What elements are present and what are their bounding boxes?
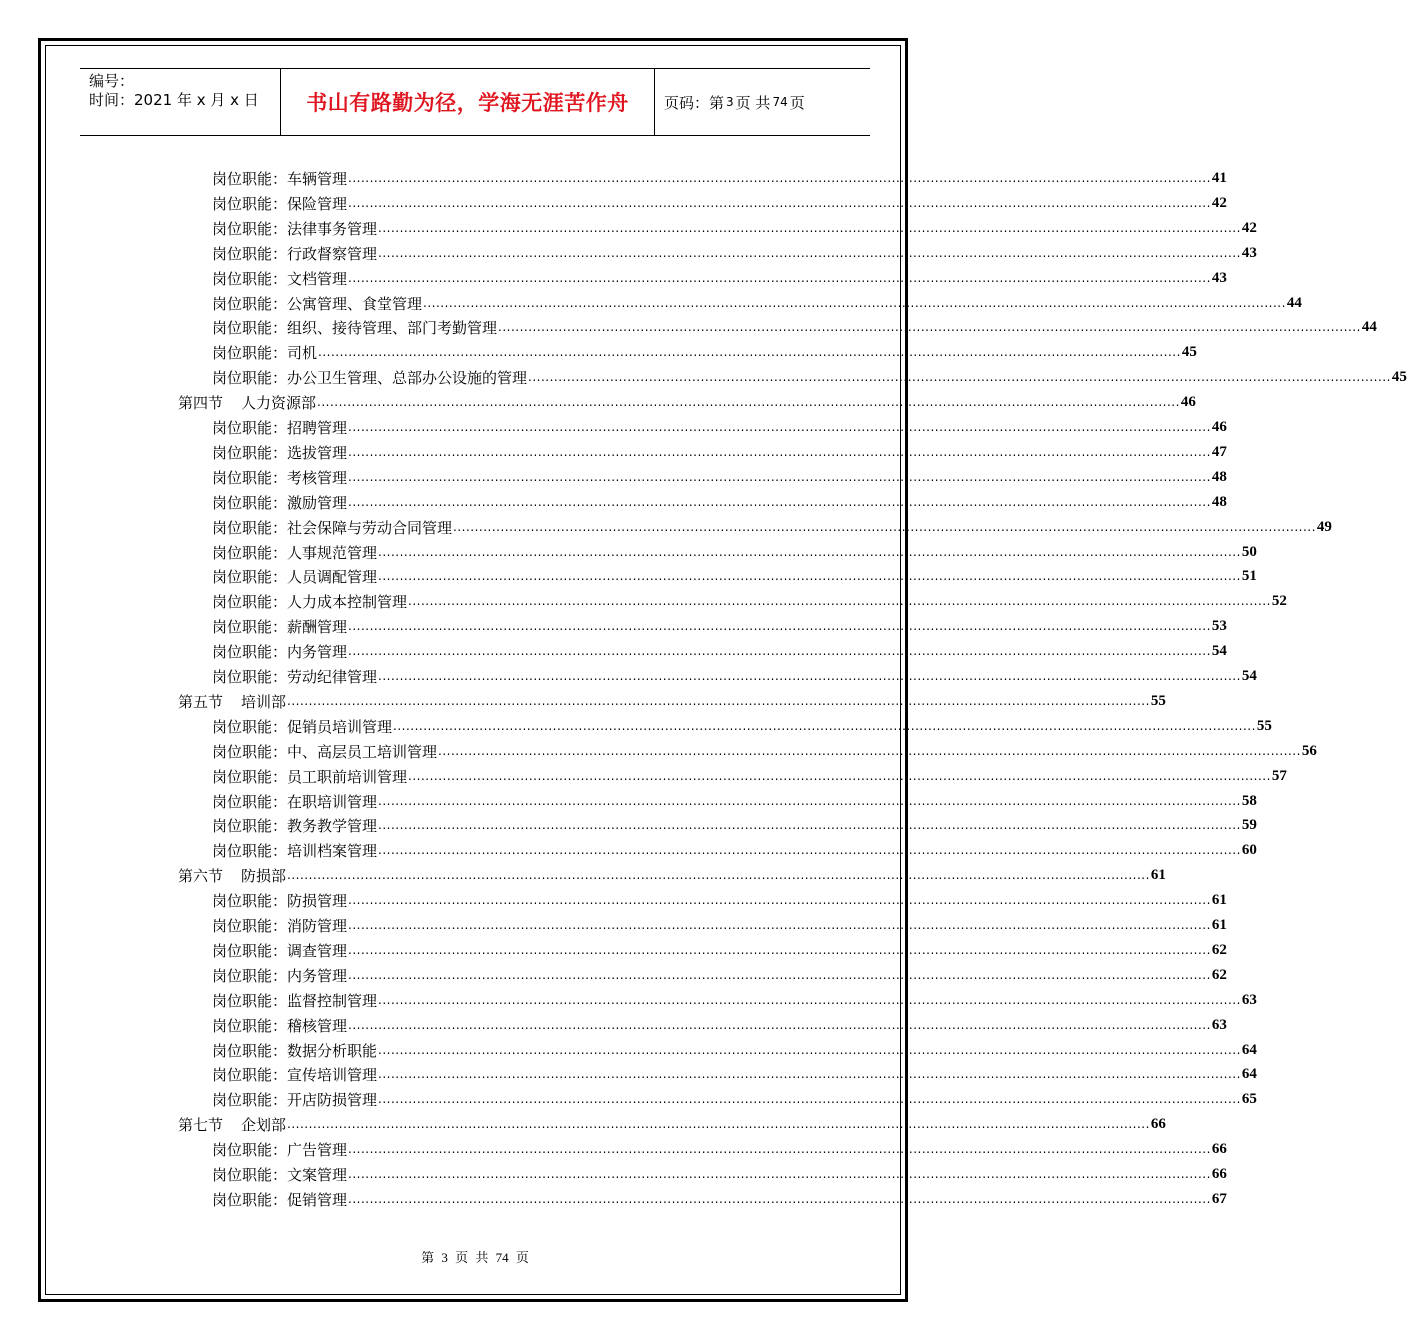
toc-leader-dots: ........................................................................................................................................................................................................ xyxy=(317,395,1180,410)
toc-entry-label: 岗位职能：文案管理 xyxy=(212,1166,348,1184)
header-motto: 书山有路勤为径，学海无涯苦作舟 xyxy=(281,69,655,135)
toc-leader-dots: ........................................................................................................................................................................................................ xyxy=(378,669,1241,683)
toc-leader-dots: ........................................................................................................................................................................................................ xyxy=(348,1167,1211,1181)
toc-entry-label: 岗位职能：中、高层员工培训管理 xyxy=(212,742,438,761)
toc-entry-label: 岗位职能：广告管理 xyxy=(212,1141,348,1160)
toc-entry-row[interactable] xyxy=(212,988,1257,1013)
toc-page-number: 59 xyxy=(1241,817,1257,834)
toc-entry-label: 岗位职能：社会保障与劳动合同管理 xyxy=(212,518,453,537)
toc-leader-dots: ........................................................................................................................................................................................................ xyxy=(318,345,1181,360)
toc-page-number: 61 xyxy=(1211,917,1227,933)
toc-entry-row[interactable] xyxy=(212,1062,1257,1087)
toc-leader-dots: ........................................................................................................................................................................................................ xyxy=(393,718,1256,733)
toc-page-number: 66 xyxy=(1211,1166,1227,1182)
toc-leader-dots: ........................................................................................................................................................................................................ xyxy=(438,743,1301,758)
toc-entry-label: 岗位职能：法律事务管理 xyxy=(212,219,378,238)
number-label: 编号： xyxy=(89,72,135,90)
toc-entry-label: 岗位职能：教务教学管理 xyxy=(212,817,378,836)
toc-leader-dots: ........................................................................................................................................................................................................ xyxy=(348,967,1211,982)
toc-entry-row[interactable] xyxy=(212,216,1257,241)
toc-entry-label: 岗位职能：内务管理 xyxy=(212,643,348,662)
toc-page-number: 44 xyxy=(1361,319,1377,336)
toc-entry-label xyxy=(178,392,316,413)
toc-entry-label: 岗位职能：人力成本控制管理 xyxy=(212,593,408,612)
toc-entry-label: 岗位职能：调查管理 xyxy=(212,941,348,960)
toc-page-number: 51 xyxy=(1241,568,1257,585)
toc-leader-dots: ........................................................................................................................................................................................................ xyxy=(378,544,1241,559)
toc-entry-label: 岗位职能：司机 xyxy=(212,344,318,363)
toc-entry-row[interactable] xyxy=(212,1137,1227,1162)
page-header xyxy=(80,68,870,136)
toc-page-number: 63 xyxy=(1241,991,1257,1008)
toc-leader-dots: ........................................................................................................................................................................................................ xyxy=(348,1017,1211,1032)
toc-leader-dots: ........................................................................................................................................................................................................ xyxy=(453,519,1316,534)
toc-leader-dots: ........................................................................................................................................................................................................ xyxy=(348,644,1211,659)
toc-entry-row[interactable] xyxy=(212,365,1407,390)
toc-entry-label: 岗位职能：薪酬管理 xyxy=(212,618,348,637)
toc-entry-label: 岗位职能：招聘管理 xyxy=(212,419,348,437)
toc-section-title: 培训部 xyxy=(241,692,287,711)
toc-leader-dots: ........................................................................................................................................................................................................ xyxy=(348,444,1211,459)
toc-leader-dots: ........................................................................................................................................................................................................ xyxy=(348,195,1211,210)
toc-page-number: 54 xyxy=(1241,668,1257,684)
toc-entry-row[interactable] xyxy=(212,166,1227,191)
toc-entry-label: 岗位职能：车辆管理 xyxy=(212,170,348,188)
toc-leader-dots: ........................................................................................................................................................................................................ xyxy=(348,270,1211,285)
toc-entry-label: 岗位职能：激励管理 xyxy=(212,493,348,512)
toc-entry-row[interactable] xyxy=(212,241,1257,266)
toc-entry-label: 岗位职能：促销管理 xyxy=(212,1190,348,1209)
toc-leader-dots: ........................................................................................................................................................................................................ xyxy=(408,594,1271,609)
toc-entry-row[interactable] xyxy=(212,789,1257,814)
toc-page-number: 52 xyxy=(1271,593,1287,610)
toc-page-number: 45 xyxy=(1181,344,1197,361)
page-mid: 页 共 xyxy=(735,93,771,112)
toc-leader-dots: ........................................................................................................................................................................................................ xyxy=(498,320,1361,335)
toc-page-number: 65 xyxy=(1241,1091,1257,1108)
toc-entry-row[interactable] xyxy=(212,888,1227,913)
toc-section-row[interactable] xyxy=(178,689,1166,714)
toc-entry-label: 岗位职能：培训档案管理 xyxy=(212,842,378,861)
page-prefix: 页码：第 xyxy=(664,93,725,112)
toc-entry-label: 岗位职能：人员调配管理 xyxy=(212,568,378,587)
page-footer: 第 3 页 共 74 页 xyxy=(421,1250,529,1265)
toc-entry-row[interactable] xyxy=(212,415,1227,440)
header-meta xyxy=(80,69,281,135)
toc-entry-label xyxy=(178,865,286,886)
toc-page-number: 67 xyxy=(1211,1190,1227,1207)
toc-entry-row[interactable] xyxy=(212,191,1227,216)
toc-entry-row[interactable] xyxy=(212,465,1227,490)
toc-entry-label: 岗位职能：促销员培训管理 xyxy=(212,717,393,736)
toc-page-number: 57 xyxy=(1271,767,1287,784)
toc-entry-row[interactable] xyxy=(212,266,1227,291)
header-page-info xyxy=(654,69,870,135)
toc-page-number: 61 xyxy=(1150,867,1166,884)
toc-section-title: 企划部 xyxy=(241,1116,287,1135)
toc-page-number: 42 xyxy=(1241,219,1257,236)
toc-page-number: 54 xyxy=(1211,643,1227,660)
toc-page-number: 55 xyxy=(1150,692,1166,709)
toc-entry-row[interactable] xyxy=(212,291,1302,316)
toc-entry-row[interactable] xyxy=(212,813,1257,838)
toc-leader-dots: ........................................................................................................................................................................................................ xyxy=(348,893,1211,908)
toc-entry-row[interactable] xyxy=(212,913,1227,938)
toc-leader-dots: ........................................................................................................................................................................................................ xyxy=(528,370,1391,385)
toc-page-number: 62 xyxy=(1211,966,1227,983)
toc-entry-label: 岗位职能：内务管理 xyxy=(212,966,348,985)
toc-page-number: 41 xyxy=(1211,170,1227,186)
toc-entry-row[interactable] xyxy=(212,540,1257,565)
toc-entry-label: 岗位职能：办公卫生管理、总部办公设施的管理 xyxy=(212,369,528,388)
toc-leader-dots: ........................................................................................................................................................................................................ xyxy=(287,868,1150,883)
toc-entry-label: 岗位职能：公寓管理、食堂管理 xyxy=(212,294,423,313)
page-suffix: 页 xyxy=(789,93,805,112)
toc-entry-row[interactable] xyxy=(212,1187,1227,1212)
toc-entry-row[interactable] xyxy=(212,963,1227,988)
time-label: 时间：2021 年 x 月 x 日 xyxy=(89,91,259,109)
page-total: 74 xyxy=(772,95,788,109)
toc-entry-label: 岗位职能：劳动纪律管理 xyxy=(212,668,378,686)
toc-page-number: 60 xyxy=(1241,842,1257,859)
toc-entry-row[interactable] xyxy=(212,1087,1257,1112)
toc-entry-row[interactable] xyxy=(212,838,1257,863)
toc-section-row[interactable] xyxy=(178,863,1166,888)
toc-entry-label xyxy=(178,1114,286,1135)
toc-leader-dots: ........................................................................................................................................................................................................ xyxy=(378,569,1241,584)
toc-entry-row[interactable] xyxy=(212,714,1272,739)
toc-section-title: 防损部 xyxy=(241,867,287,886)
toc-entry-label: 岗位职能：行政督察管理 xyxy=(212,244,378,263)
toc-entry-label: 岗位职能：监督控制管理 xyxy=(212,991,378,1010)
toc-entry-label: 岗位职能：开店防损管理 xyxy=(212,1091,378,1110)
toc-leader-dots: ........................................................................................................................................................................................................ xyxy=(378,245,1241,260)
toc-entry-label: 岗位职能：组织、接待管理、部门考勤管理 xyxy=(212,319,498,338)
toc-leader-dots: ........................................................................................................................................................................................................ xyxy=(348,494,1211,509)
toc-section-number: 第七节 xyxy=(178,1116,224,1135)
toc-page-number: 64 xyxy=(1241,1066,1257,1083)
toc-entry-label: 岗位职能：员工职前培训管理 xyxy=(212,767,408,786)
toc-page-number: 66 xyxy=(1150,1116,1166,1133)
toc-entry-label: 岗位职能：宣传培训管理 xyxy=(212,1066,378,1085)
toc-page-number: 56 xyxy=(1301,742,1317,759)
toc-entry-label: 岗位职能：文档管理 xyxy=(212,269,348,288)
toc-leader-dots: ........................................................................................................................................................................................................ xyxy=(348,1142,1211,1157)
toc-page-number: 43 xyxy=(1211,269,1227,286)
toc-page-number: 42 xyxy=(1211,194,1227,211)
toc-entry-row[interactable] xyxy=(212,589,1287,614)
toc-page-number: 44 xyxy=(1286,294,1302,311)
toc-leader-dots: ........................................................................................................................................................................................................ xyxy=(423,295,1286,310)
toc-leader-dots: ........................................................................................................................................................................................................ xyxy=(348,918,1211,932)
toc-leader-dots: ........................................................................................................................................................................................................ xyxy=(348,942,1211,957)
toc-page-number: 53 xyxy=(1211,618,1227,635)
toc-page-number: 50 xyxy=(1241,543,1257,560)
toc-page-number: 48 xyxy=(1211,468,1227,485)
toc-entry-label: 岗位职能：保险管理 xyxy=(212,194,348,213)
toc-page-number: 49 xyxy=(1316,518,1332,535)
toc-entry-label: 岗位职能：在职培训管理 xyxy=(212,792,378,811)
toc-leader-dots: ........................................................................................................................................................................................................ xyxy=(378,1067,1241,1082)
toc-entry-row[interactable] xyxy=(212,664,1257,689)
toc-page-number: 47 xyxy=(1211,443,1227,460)
page-current: 3 xyxy=(726,95,734,109)
toc-leader-dots: ........................................................................................................................................................................................................ xyxy=(378,793,1241,808)
toc-leader-dots: ........................................................................................................................................................................................................ xyxy=(287,1117,1150,1132)
toc-entry-row[interactable] xyxy=(212,739,1317,764)
toc-leader-dots: ........................................................................................................................................................................................................ xyxy=(348,619,1211,634)
toc-page-number: 55 xyxy=(1256,717,1272,734)
toc-leader-dots: ........................................................................................................................................................................................................ xyxy=(348,1191,1211,1206)
toc-leader-dots: ........................................................................................................................................................................................................ xyxy=(378,220,1241,235)
toc-entry-row[interactable] xyxy=(212,440,1227,465)
toc-entry-row[interactable] xyxy=(212,564,1257,589)
toc-entry-row[interactable] xyxy=(212,639,1227,664)
toc-page-number: 58 xyxy=(1241,792,1257,809)
toc-entry-label: 岗位职能：人事规范管理 xyxy=(212,543,378,562)
toc-entry-row[interactable] xyxy=(212,1038,1257,1063)
toc-section-number: 第四节 xyxy=(178,394,224,413)
toc-entry-row[interactable] xyxy=(212,764,1287,789)
toc-entry-row[interactable] xyxy=(212,515,1332,540)
toc-entry-label: 岗位职能：考核管理 xyxy=(212,468,348,487)
toc-leader-dots: ........................................................................................................................................................................................................ xyxy=(378,818,1241,833)
toc-leader-dots: ........................................................................................................................................................................................................ xyxy=(348,469,1211,484)
toc-entry-row[interactable] xyxy=(212,315,1377,340)
toc-page-number: 62 xyxy=(1211,941,1227,958)
toc-page-number: 43 xyxy=(1241,244,1257,261)
toc-leader-dots: ........................................................................................................................................................................................................ xyxy=(378,1092,1241,1107)
toc-entry-row[interactable] xyxy=(212,490,1227,515)
toc-entry-row[interactable] xyxy=(212,938,1227,963)
toc-section-number: 第五节 xyxy=(178,692,224,711)
toc-page-number: 46 xyxy=(1211,419,1227,435)
toc-entry-label xyxy=(178,691,286,712)
toc-leader-dots: ........................................................................................................................................................................................................ xyxy=(348,171,1211,185)
toc-section-row[interactable] xyxy=(178,390,1196,415)
toc-leader-dots: ........................................................................................................................................................................................................ xyxy=(378,1042,1241,1057)
toc-page-number: 45 xyxy=(1391,369,1407,386)
toc-section-number: 第六节 xyxy=(178,867,224,886)
toc-page-number: 63 xyxy=(1211,1016,1227,1033)
toc-entry-label: 岗位职能：稽核管理 xyxy=(212,1016,348,1035)
toc-entry-row[interactable] xyxy=(212,1162,1227,1187)
toc-page-number: 61 xyxy=(1211,892,1227,909)
toc-entry-row[interactable] xyxy=(212,340,1197,365)
toc-leader-dots: ........................................................................................................................................................................................................ xyxy=(287,693,1150,708)
toc-entry-label: 岗位职能：消防管理 xyxy=(212,917,348,935)
toc-leader-dots: ........................................................................................................................................................................................................ xyxy=(378,843,1241,858)
toc-page-number: 48 xyxy=(1211,493,1227,510)
toc-page-number: 46 xyxy=(1180,394,1196,411)
toc-leader-dots: ........................................................................................................................................................................................................ xyxy=(348,420,1211,434)
toc-page-number: 66 xyxy=(1211,1141,1227,1158)
toc-entry-label: 岗位职能：选拔管理 xyxy=(212,443,348,462)
toc-leader-dots: ........................................................................................................................................................................................................ xyxy=(378,992,1241,1007)
toc-entry-row[interactable] xyxy=(212,614,1227,639)
toc-section-row[interactable] xyxy=(178,1112,1166,1137)
toc-entry-label: 岗位职能：数据分析职能 xyxy=(212,1041,378,1060)
toc-entry-label: 岗位职能：防损管理 xyxy=(212,892,348,911)
toc-leader-dots: ........................................................................................................................................................................................................ xyxy=(408,768,1271,783)
toc-entry-row[interactable] xyxy=(212,1013,1227,1038)
toc-page-number: 64 xyxy=(1241,1041,1257,1058)
toc-section-title: 人力资源部 xyxy=(241,394,317,413)
